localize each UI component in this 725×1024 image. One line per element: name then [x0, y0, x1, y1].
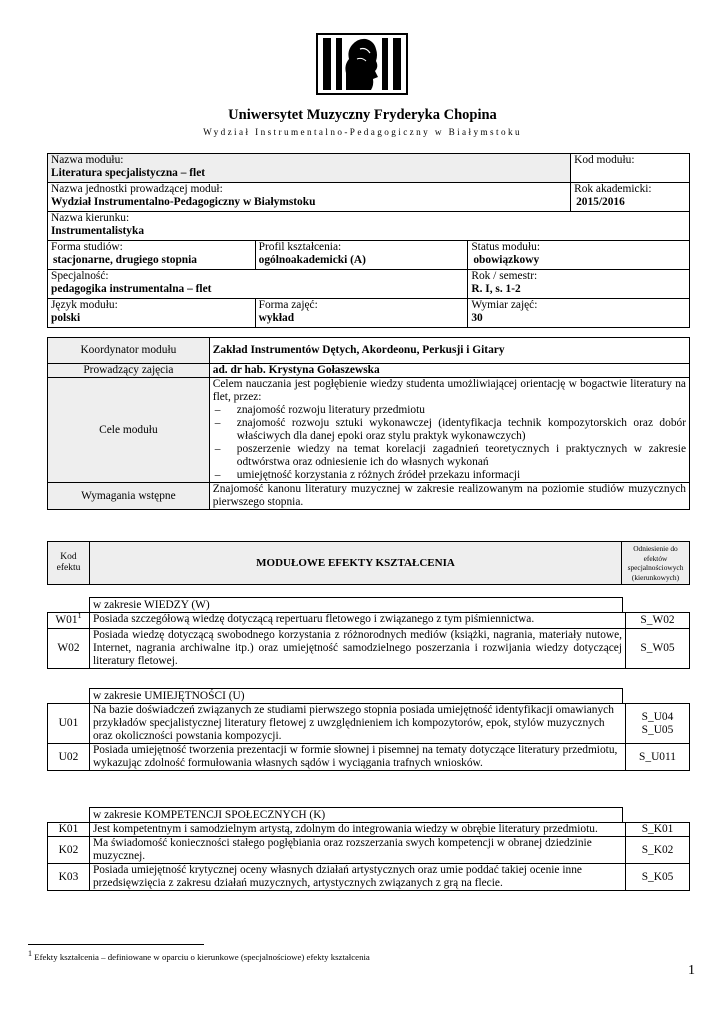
module-name-cell — [48, 154, 571, 183]
effect-text: Posiada umiejętność krytycznej oceny własnych działań artystycznych oraz umie poddać takiej ocenie inne przedsięwzięcia z zakresu działań muzycznych, artystycznych związanych z grą na flecie. — [89, 864, 625, 891]
profile-cell — [255, 241, 468, 270]
effect-text: Posiada szczegółową wiedzę dotyczącą repertuaru fletowego i związanego z tym piśmiennictwa. — [89, 613, 625, 629]
semester-label: Rok / semestr: — [471, 270, 538, 282]
goals-cell — [209, 378, 689, 483]
hours-cell — [468, 299, 690, 328]
prereq-label: Wymagania wstępne — [48, 483, 210, 510]
effect-code: K02 — [48, 837, 90, 864]
form-value: stacjonarne, drugiego stopnia — [53, 254, 197, 266]
spec-value: pedagogika instrumentalna – flet — [51, 283, 212, 295]
university-logo — [316, 33, 408, 95]
lang-value: polski — [51, 312, 81, 324]
coordinator-label: Koordynator modułu — [48, 338, 210, 364]
table-row — [48, 837, 690, 864]
spec-cell — [48, 270, 468, 299]
footnote — [28, 949, 370, 962]
skills-heading: w zakresie UMIEJĘTNOŚCI (U) — [89, 688, 623, 703]
hours-label: Wymiar zajęć: — [471, 299, 538, 311]
goals-list — [213, 404, 686, 482]
module-info-table — [47, 153, 690, 328]
prereq-value: Znajomość kanonu literatury muzycznej w zakresie realizowanym na poziomie studiów muzycznych pierwszego stopnia. — [209, 483, 689, 510]
unit-value: Wydział Instrumentalno-Pedagogiczny w Białymstoku — [51, 196, 316, 208]
classform-label: Forma zajęć: — [258, 299, 318, 311]
effect-ref: S_K02 — [626, 837, 690, 864]
effects-ref-header: Odniesienie do efektów specjalnościowych (kierunkowych) — [622, 542, 690, 585]
competences-table — [47, 822, 690, 891]
effect-ref: S_W05 — [626, 629, 690, 669]
module-name-value: Literatura specjalistyczna – flet — [51, 167, 206, 179]
effect-code-header: Kod efektu — [48, 542, 90, 585]
classform-cell — [255, 299, 468, 328]
module-name-label: Nazwa modułu: — [51, 154, 124, 166]
status-label: Status modułu: — [471, 241, 541, 253]
semester-cell — [468, 270, 690, 299]
effect-ref: S_W02 — [626, 613, 690, 629]
profile-value: ogólnoakademicki (A) — [258, 254, 366, 266]
table-row — [48, 613, 690, 629]
year-label: Rok akademicki: — [574, 183, 652, 195]
status-value: obowiązkowy — [473, 254, 540, 266]
year-cell — [571, 183, 690, 212]
unit-cell — [48, 183, 571, 212]
footnote-mark: 1 — [28, 949, 32, 959]
form-label: Forma studiów: — [51, 241, 123, 253]
teacher-value: ad. dr hab. Krystyna Gołaszewska — [209, 364, 689, 378]
effect-code: U02 — [48, 744, 90, 771]
page-number: 1 — [688, 963, 695, 978]
effect-code: K01 — [48, 823, 90, 837]
goal-item: – poszerzenie wiedzy na temat korelacji zagadnień teoretycznych i praktycznych w zakresie odtwórstwa oraz odniesienie ich do własnych wykonań — [213, 443, 686, 469]
effect-ref: S_K05 — [626, 864, 690, 891]
knowledge-table — [47, 612, 690, 669]
skills-table — [47, 703, 690, 771]
effect-code: K03 — [48, 864, 90, 891]
field-cell — [48, 212, 690, 241]
module-code-cell — [571, 154, 690, 183]
module-code-label: Kod modułu: — [574, 154, 635, 166]
table-row — [48, 629, 690, 669]
effect-text: Ma świadomość konieczności stałego pogłębiania oraz rozszerzania swych kompetencji w obranej dziedzinie muzycznej. — [89, 837, 625, 864]
effect-code: U01 — [48, 704, 90, 744]
year-value: 2015/2016 — [576, 196, 625, 208]
table-row — [48, 704, 690, 744]
profile-label: Profil kształcenia: — [258, 241, 342, 253]
table-row — [48, 823, 690, 837]
lang-cell — [48, 299, 256, 328]
lang-label: Język modułu: — [51, 299, 118, 311]
field-value: Instrumentalistyka — [51, 225, 145, 237]
classform-value: wykład — [258, 312, 295, 324]
effect-text: Posiada umiejętność tworzenia prezentacji w formie słownej i pisemnej na tematy dotyczące literatury przedmiotu, wykazując zdolność formułowania własnych sądów i wyciągania trafnych wniosków. — [89, 744, 625, 771]
effect-text: Na bazie doświadczeń związanych ze studiami pierwszego stopnia posiada umiejętność identyfikacji omawianych przykładów specjalistycznej literatury fletowej z uwzględnieniem ich kompozytorów, epok, stylów muzycznych oraz okoliczności powstania kompozycji. — [89, 704, 625, 744]
effect-text: Jest kompetentnym i samodzielnym artystą, zdolnym do integrowania wiedzy w obrębie literatury przedmiotu. — [89, 823, 625, 837]
effect-text: Posiada wiedzę dotyczącą swobodnego korzystania z różnorodnych mediów (książki, nagrania, materiały nutowe, Internet, nagrania archiwalne itp.) oraz umiejętność samodzielnego poszerzania i rozwijania wiedzy dotyczącej literatury fletowej. — [89, 629, 625, 669]
effect-ref: S_K01 — [626, 823, 690, 837]
university-name: Uniwersytet Muzyczny Fryderyka Chopina — [228, 107, 497, 123]
module-details-table — [47, 337, 690, 510]
goals-intro: Celem nauczania jest pogłębienie wiedzy studenta umożliwiającej orientację w bogactwie literatury na flet, przez: — [212, 378, 686, 403]
effect-ref: S_U04 S_U05 — [626, 704, 690, 744]
effect-ref: S_U011 — [626, 744, 690, 771]
goal-item: – znajomość rozwoju sztuki wykonawczej (identyfikacja technik kompozytorskich oraz dobór właściwych dla danej epoki oraz stylu praktyk wykonawczych) — [213, 417, 686, 443]
table-row — [48, 744, 690, 771]
goal-item: – znajomość rozwoju literatury przedmiotu — [213, 404, 686, 417]
status-cell — [468, 241, 690, 270]
field-label: Nazwa kierunku: — [51, 212, 130, 224]
hours-value: 30 — [471, 312, 483, 324]
unit-label: Nazwa jednostki prowadzącej moduł: — [51, 183, 223, 195]
footnote-divider — [28, 944, 204, 945]
footnote-text: Efekty kształcenia – definiowane w oparciu o kierunkowe (specjalnościowe) efekty kształcenia — [34, 952, 370, 962]
form-cell — [48, 241, 256, 270]
effect-code: $W01^1$ — [48, 613, 90, 629]
spec-label: Specjalność: — [51, 270, 109, 282]
effect-code: W02 — [48, 629, 90, 669]
coordinator-value: Zakład Instrumentów Dętych, Akordeonu, Perkusji i Gitary — [209, 338, 689, 364]
faculty-name: Wydział Instrumentalno-Pedagogiczny w Białymstoku — [203, 127, 522, 137]
teacher-label: Prowadzący zajęcia — [48, 364, 210, 378]
effects-title: MODUŁOWE EFEKTY KSZTAŁCENIA — [89, 542, 621, 585]
goal-item: – umiejętność korzystania z różnych źródeł przekazu informacji — [213, 469, 686, 482]
effects-header-table — [47, 541, 690, 585]
semester-value: R. I, s. 1-2 — [471, 283, 521, 295]
knowledge-heading: w zakresie WIEDZY (W) — [89, 597, 623, 612]
competences-heading: w zakresie KOMPETENCJI SPOŁECZNYCH (K) — [89, 807, 623, 822]
goals-label: Cele modułu — [48, 378, 210, 483]
table-row — [48, 864, 690, 891]
